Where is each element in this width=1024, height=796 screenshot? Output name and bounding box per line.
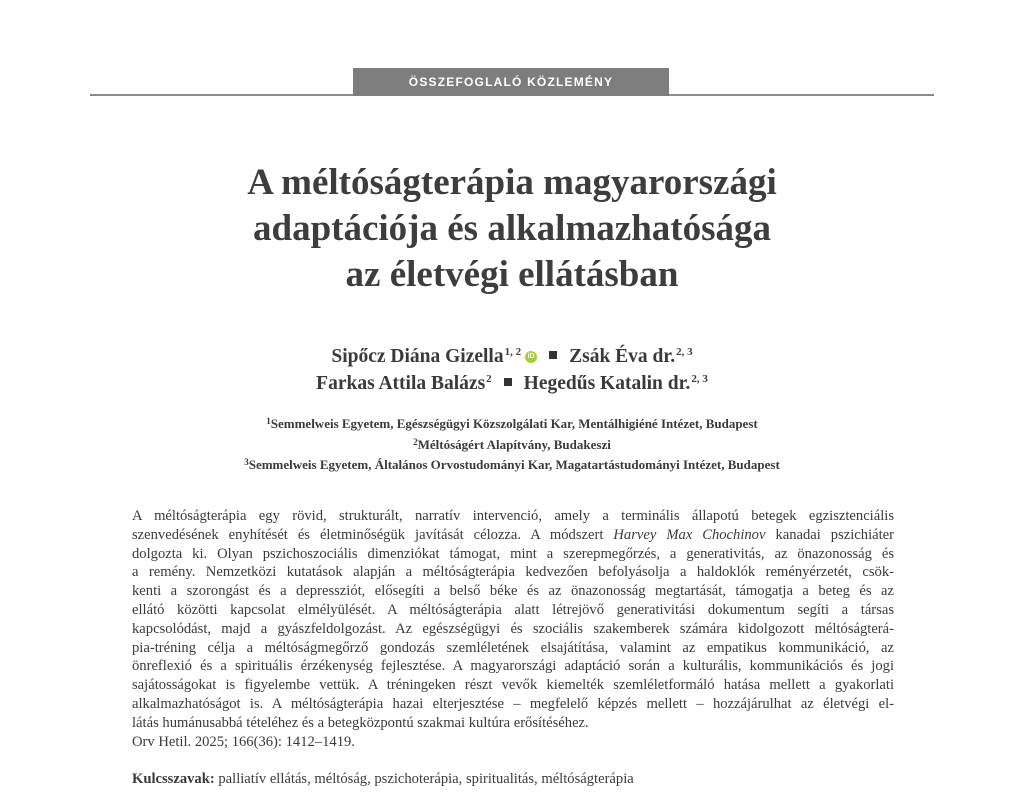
journal-citation: Orv Hetil. 2025; 166(36): 1412–1419. bbox=[132, 734, 355, 750]
article-title bbox=[90, 160, 934, 298]
author-affiliation-ref: 2 bbox=[486, 373, 492, 385]
abstract-text: szenvedésének enyhítését és életminőségük javítását célozza. A módszert bbox=[132, 526, 604, 543]
abstract-line: sajátosságokat is figyelembe vettük. A tréningeken részt vevők kiemelték szemléletformáló hatása mellett a gyakorlati bbox=[132, 677, 894, 694]
affiliation-text: Méltóságért Alapítvány, Budakeszi bbox=[417, 436, 611, 452]
abstract bbox=[132, 507, 894, 733]
author-name: Zsák Éva dr. bbox=[569, 346, 676, 367]
keywords-text: palliatív ellátás, méltóság, pszichoterápia, spiritualitás, méltóságterápia bbox=[218, 771, 634, 787]
abstract-text: kanadai pszichiáter bbox=[775, 526, 894, 543]
affiliation-number: 3 bbox=[244, 457, 249, 467]
affiliation bbox=[90, 414, 934, 435]
affiliation-text: Semmelweis Egyetem, Egészségügyi Közszolgálati Kar, Mentálhigiéné Intézet, Budapest bbox=[270, 416, 758, 431]
affiliation bbox=[90, 435, 934, 456]
author-separator bbox=[549, 351, 557, 359]
keywords-label: Kulcsszavak: bbox=[132, 771, 215, 787]
title-line: adaptációja és alkalmazhatósága bbox=[253, 208, 771, 249]
author-name: Sipőcz Diána Gizella bbox=[331, 346, 504, 367]
abstract-line: a remény. Nemzetközi kutatások alapján a méltóságterápia kedvezően befolyásolja a haldoklók reményérzetét, csök- bbox=[132, 564, 894, 581]
abstract-line bbox=[132, 526, 894, 545]
author-affiliation-ref: 2, 3 bbox=[691, 373, 708, 385]
section-header bbox=[90, 68, 934, 96]
affiliation-number: 2 bbox=[413, 436, 418, 447]
abstract-line: ellátó közötti kapcsolat elmélyülését. A méltóságterápia alatt létrejövő generativitási dokumentum segíti a társas bbox=[132, 601, 894, 618]
abstract-line: dolgozta ki. Olyan pszichoszociális dimenziókat támogat, mint a szerepmegőrzés, a generativitás, az önazonosság és bbox=[132, 545, 894, 562]
affiliation-number: 1 bbox=[266, 416, 271, 426]
section-label: ÖSSZEFOGLALÓ KÖZLEMÉNY bbox=[353, 68, 669, 96]
abstract-line: pia-tréning célja a méltóságmegőrző gondozás szemléletének elsajátítása, valamint az empatikus kommunikáció, az bbox=[132, 639, 894, 656]
abstract-person-name: Harvey Max Chochinov bbox=[613, 526, 766, 543]
keywords bbox=[132, 771, 634, 788]
author-list bbox=[90, 343, 934, 397]
abstract-line: kenti a szorongást és a depressziót, elősegíti a belső béke és az önazonosság megtartását, támogatja a beteg és az bbox=[132, 583, 894, 600]
title-line: az életvégi ellátásban bbox=[345, 254, 679, 295]
affiliation bbox=[90, 455, 934, 476]
abstract-line: alkalmazhatóságot is. A méltóságterápia hazai elterjesztése – megfelelő képzés mellett – hozzájárulhat az életvégi el- bbox=[132, 695, 894, 712]
orcid-icon[interactable]: iD bbox=[525, 351, 537, 363]
title-line: A méltóságterápia magyarországi bbox=[247, 162, 777, 203]
author-name: Hegedűs Katalin dr. bbox=[523, 373, 691, 394]
author-separator bbox=[504, 378, 512, 386]
abstract-line: látás humánusabbá tételéhez és a betegközpontú szakmai kultúra erősítéséhez. bbox=[132, 714, 589, 731]
affiliation-list bbox=[90, 414, 934, 476]
author-name: Farkas Attila Balázs bbox=[316, 373, 486, 394]
author-affiliation-ref: 2, 3 bbox=[676, 346, 693, 358]
author-affiliation-ref: 1, 2 bbox=[504, 346, 522, 358]
abstract-line: önreflexió és a spirituális érzékenység fejlesztése. A magyarországi adaptáció során a kulturális, kommunikációs és jogi bbox=[132, 658, 894, 675]
abstract-line: kapcsolódást, majd a gyászfeldolgozást. Az egészségügyi és szociális szakemberek számára kidolgozott méltóságterá- bbox=[132, 620, 894, 637]
abstract-line: A méltóságterápia egy rövid, strukturált, narratív intervenció, amely a terminális állapotú betegek egzisztenciális bbox=[132, 508, 894, 524]
affiliation-text: Semmelweis Egyetem, Általános Orvostudományi Kar, Magatartástudományi Intézet, Budapest bbox=[248, 457, 780, 472]
